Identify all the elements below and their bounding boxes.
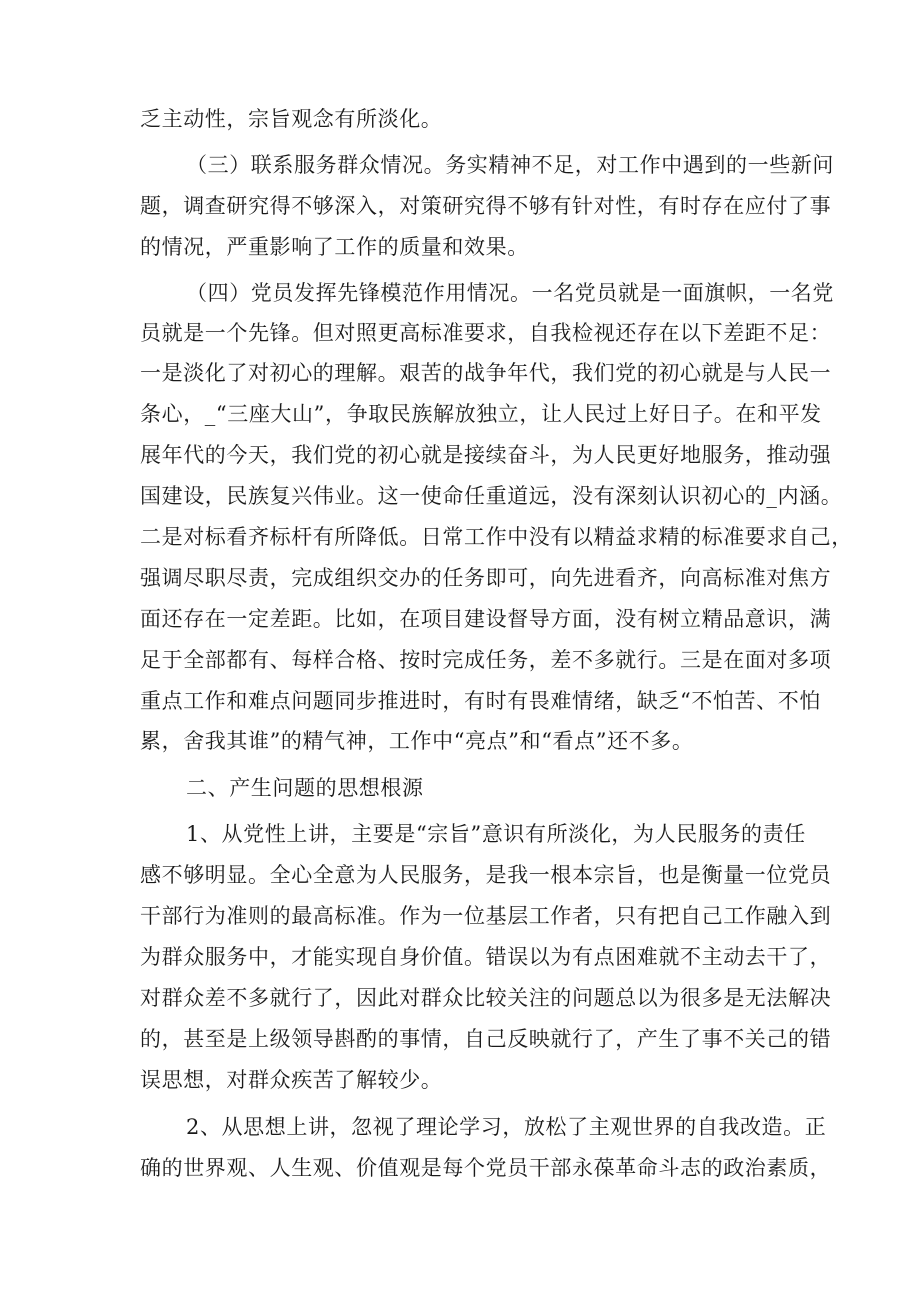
text-line: 强调尽职尽责，完成组织交办的任务即可，向先进看齐，向高标准对焦方 bbox=[140, 566, 832, 590]
text-line: 对群众差不多就行了，因此对群众比较关注的问题总以为很多是无法解决 bbox=[140, 986, 832, 1010]
section-heading: 二、产生问题的思想根源 bbox=[186, 776, 424, 800]
text-line: 1、从党性上讲，主要是“宗旨”意识有所淡化，为人民服务的责任 bbox=[186, 822, 806, 846]
text-line: 确的世界观、人生观、价值观是每个党员干部永葆革命斗志的政治素质， bbox=[140, 1156, 832, 1180]
text-line: （三）联系服务群众情况。务实精神不足，对工作中遇到的一些新问 bbox=[186, 153, 834, 177]
text-line: 累，舍我其谁”的精气神，工作中“亮点”和“看点”还不多。 bbox=[140, 729, 694, 753]
text-line: 重点工作和难点问题同步推进时，有时有畏难情绪，缺乏“不怕苦、不怕 bbox=[140, 689, 821, 713]
text-line: 二是对标看齐标杆有所降低。日常工作中没有以精益求精的标准要求自己， bbox=[140, 525, 853, 549]
text-line: 感不够明显。全心全意为人民服务，是我一根本宗旨，也是衡量一位党员 bbox=[140, 863, 832, 887]
text-line: 足于全部都有、每样合格、按时完成任务，差不多就行。三是在面对多项 bbox=[140, 648, 832, 672]
text-line: 为群众服务中，才能实现自身价值。错误以为有点困难就不主动去干了， bbox=[140, 945, 832, 969]
text-line: 误思想，对群众疾苦了解较少。 bbox=[140, 1068, 443, 1092]
text-line: 条心，_“三座大山”，争取民族解放独立，让人民过上好日子。在和平发 bbox=[140, 402, 822, 426]
text-line: 员就是一个先锋。但对照更高标准要求，自我检视还存在以下差距不足： bbox=[140, 321, 832, 345]
text-line: 2、从思想上讲，忽视了理论学习，放松了主观世界的自我改造。正 bbox=[186, 1115, 827, 1139]
text-line: 干部行为准则的最高标准。作为一位基层工作者，只有把自己工作融入到 bbox=[140, 904, 832, 928]
text-line: 展年代的今天，我们党的初心就是接续奋斗，为人民更好地服务，推动强 bbox=[140, 443, 832, 467]
text-line: 题，调查研究得不够深入，对策研究得不够有针对性，有时存在应付了事 bbox=[140, 194, 832, 218]
text-line: 一是淡化了对初心的理解。艰苦的战争年代，我们党的初心就是与人民一 bbox=[140, 361, 832, 385]
text-line: 乏主动性，宗旨观念有所淡化。 bbox=[140, 107, 443, 131]
text-line: 面还存在一定差距。比如，在项目建设督导方面，没有树立精品意识，满 bbox=[140, 607, 832, 631]
text-line: （四）党员发挥先锋模范作用情况。一名党员就是一面旗帜，一名党 bbox=[186, 281, 834, 305]
text-line: 国建设，民族复兴伟业。这一使命任重道远，没有深刻认识初心的_内涵。 bbox=[140, 484, 843, 508]
text-line: 的情况，严重影响了工作的质量和效果。 bbox=[140, 235, 529, 259]
text-line: 的，甚至是上级领导斟酌的事情，自己反映就行了，产生了事不关己的错 bbox=[140, 1027, 832, 1051]
